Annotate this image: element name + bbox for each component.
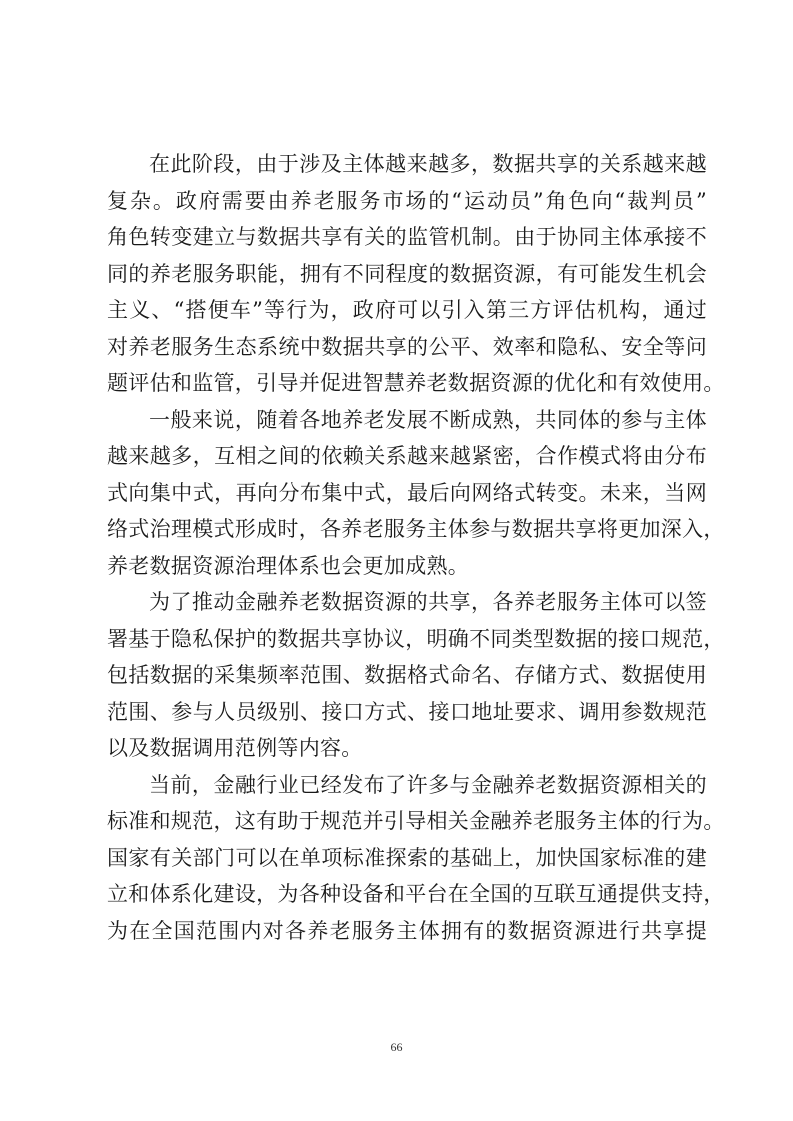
- text-line: 标准和规范，这有助于规范并引导相关金融养老服务主体的行为。: [107, 809, 725, 833]
- text-line: 国家有关部门可以在单项标准探索的基础上，加快国家标准的建: [107, 845, 707, 870]
- paragraph-2: [107, 402, 725, 585]
- text-line: 当前，金融行业已经发布了许多与金融养老数据资源相关的: [149, 772, 707, 797]
- text-line: 一般来说，随着各地养老发展不断成熟，共同体的参与主体: [149, 407, 707, 432]
- paragraph-3: [107, 584, 725, 767]
- text-line: 养老数据资源治理体系也会更加成熟。: [107, 553, 470, 578]
- text-line: 在此阶段，由于涉及主体越来越多，数据共享的关系越来越: [149, 152, 707, 176]
- text-line: 越来越多，互相之间的依赖关系越来越紧密，合作模式将由分布: [107, 444, 707, 468]
- text-line: 为了推动金融养老数据资源的共享，各养老服务主体可以签: [149, 590, 707, 614]
- text-line: 署基于隐私保护的数据共享协议，明确不同类型数据的接口规范，: [107, 626, 725, 651]
- text-line: 对养老服务生态系统中数据共享的公平、效率和隐私、安全等问: [107, 334, 707, 359]
- text-line: 复杂。政府需要由养老服务市场的“运动员”角色向“裁判员”: [107, 188, 707, 213]
- text-line: 主义、“搭便车”等行为，政府可以引入第三方评估机构，通过: [107, 298, 707, 322]
- text-line: 题评估和监管，引导并促进智慧养老数据资源的优化和有效使用。: [107, 371, 725, 395]
- text-line: 式向集中式，再向分布集中式，最后向网络式转变。未来，当网: [107, 480, 707, 505]
- text-line: 范围、参与人员级别、接口方式、接口地址要求、调用参数规范: [107, 699, 707, 724]
- paragraph-4: [107, 767, 725, 950]
- text-line: 以及数据调用范例等内容。: [107, 736, 363, 760]
- paragraph-1: [107, 146, 725, 402]
- text-line: 为在全国范围内对各养老服务主体拥有的数据资源进行共享提: [107, 918, 707, 943]
- text-line: 络式治理模式形成时，各养老服务主体参与数据共享将更加深入，: [107, 517, 725, 541]
- text-line: 同的养老服务职能，拥有不同程度的数据资源，有可能发生机会: [107, 261, 707, 286]
- page-number: 66: [390, 1040, 403, 1054]
- text-line: 角色转变建立与数据共享有关的监管机制。由于协同主体承接不: [107, 225, 707, 249]
- text-line: 立和体系化建设，为各种设备和平台在全国的互联互通提供支持，: [107, 882, 725, 906]
- body-text: [107, 146, 725, 949]
- text-line: 包括数据的采集频率范围、数据格式命名、存储方式、数据使用: [107, 663, 707, 687]
